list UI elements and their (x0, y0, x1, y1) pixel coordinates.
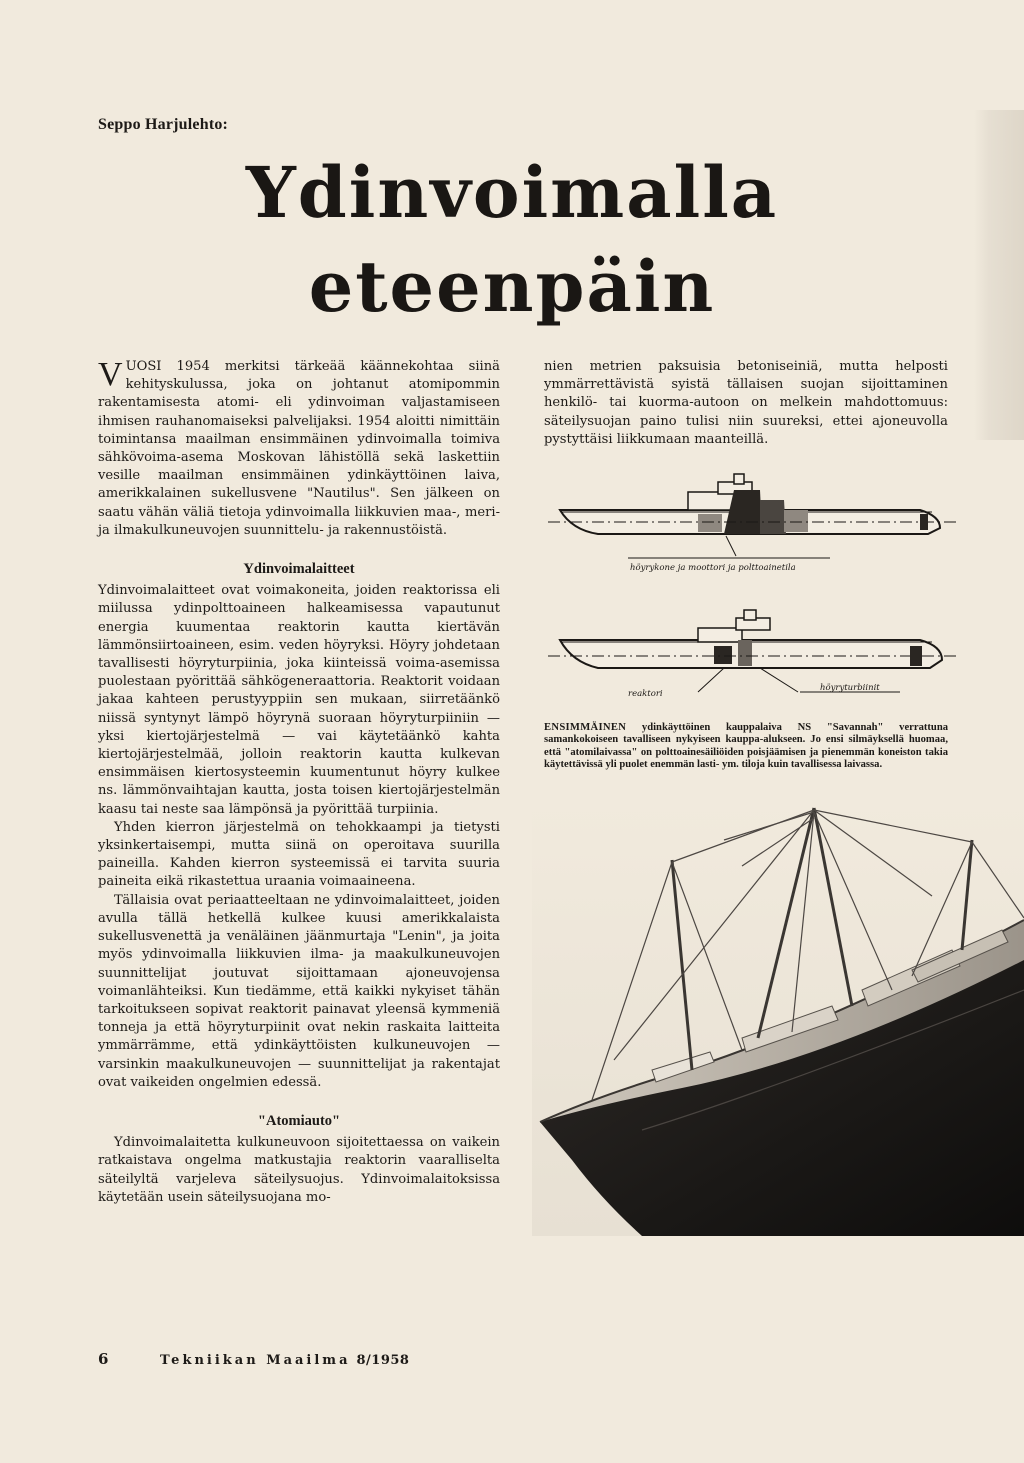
right-column (544, 358, 948, 449)
caption-lead: ENSIMMÄINEN (544, 722, 627, 733)
diagram-label-turbine: höyryturbiinit (820, 683, 880, 693)
page-footer (98, 1350, 409, 1368)
paragraph-2: Ydinvoimalaitteet ovat voimakoneita, joiden reaktorissa eli miilussa ydinpolttoaineen halkeamisessa vapautunut energia kuumentaa reaktorin kautta kiertävän lämmönsiirtoaineen, esim. veden höyryksi. Höyry johdetaan tavallisesti höyryturpiinia, joka kiinteissä voima-asemissa puolestaan pyörittää sähkögeneraattoria. Reaktorit voidaan jakaa kahteen perustyyppiin sen mukaan, siirretäänkö niissä syntynyt lämpö höyrynä suoraan höyryturpiiniin — yksi kiertojärjestelmä — vai käytetäänkö kahta kiertojärjestelmää, jolloin reaktorin kautta kulkevan ensimmäisen kiertosysteemin kuumentunut höyry kulkee ns. lämmönvaihtajan kautta, josta toisen kiertojärjestelmän kaasu tai neste saa lämpönsä ja pyörittää turpiinia. (98, 583, 500, 817)
ship-comparison-diagram (548, 470, 964, 720)
paragraph-4: Tällaisia ovat periaatteeltaan ne ydinvoimalaitteet, joiden avulla tällä hetkellä kulkee kuusi amerikkalaista sukellusvenettä ja venäläinen jäänmurtaja "Lenin", ja joita myös ydinvoimalla liikkuvien ilma- ja maakulkuneuvojen suunnittelijat joutuvat sijoittamaan ajoneuvojensa voimanlähteiksi. Kun tiedämme, että kaikki nykyiset tähän tarkoitukseen sopivat reaktorit painavat yleensä kymmeniä tonneja ja että höyryturpiinit ovat nekin raskaita laitteita ymmärrämme, että ydinkäyttöisten kulkuneuvojen — varsinkin maakulkuneuvojen — suunnittelijat ja rakentajat ovat vaikeiden ongelmien edessä. (98, 892, 500, 1090)
conventional-ship-drawing (548, 474, 960, 573)
diagram-label-reactor: reaktori (628, 689, 663, 699)
paragraph-3: Yhden kierron järjestelmä on tehokkaampi ja tietysti yksinkertaisempi, mutta siinä on operoitava suurilla paineilla. Kahden kierron systeemissä ei tarvita suuria paineita eikä rikastettua uraania voimaaineena. (98, 819, 500, 890)
subheading-ydinvoimalaitteet: Ydinvoimalaitteet (243, 561, 355, 578)
page-number: 6 (98, 1350, 109, 1368)
figure-caption (544, 722, 948, 772)
right-paragraph-1: nien metrien paksuisia betoniseiniä, mutta helposti ymmärrettävistä syistä tällaisen suojan sijoittaminen henkilö- tai kuorma-autoon on melkein mahdottomuus: säteilysuojan paino tulisi niin suureksi, ettei ajoneuvolla pystyttäisi liikkumaan maanteillä. (544, 359, 948, 447)
intro-paragraph (98, 358, 500, 540)
drop-cap: V (98, 356, 123, 393)
headline-line-1: Ydinvoimalla (245, 151, 779, 234)
left-column (98, 358, 500, 1207)
publication-name: Tekniikan Maailma (160, 1353, 351, 1368)
diagram-label-top: höyrykone ja moottori ja polttoainetila (630, 563, 796, 573)
paragraph-5: Ydinvoimalaitetta kulkuneuvoon sijoitettaessa on vaikein ratkaistava ongelma matkustajia reaktorin vaaralliselta säteilyltä varjeleva säteilysuojus. Ydinvoimalaitoksissa käytetään usein säteilysuojana mo- (98, 1135, 500, 1205)
issue-number: 8/1958 (356, 1353, 410, 1368)
subheading-atomiauto: "Atomiauto" (257, 1112, 341, 1129)
atomic-ship-drawing (548, 610, 960, 699)
caption-text: ydinkäyttöinen kauppalaiva NS "Savannah" verrattuna samankokoiseen tavalliseen nykyiseen kauppa-alukseen. Jo ensi silmäyksellä huomaa, että "atomilaivassa" on polttoainesäiliöiden poisjäämisen ja pienemmän koneiston takia käytettävissä yli puolet enemmän lasti- ym. tiloja kuin tavallisessa laivassa. (544, 722, 949, 771)
headline-line-2: eteenpäin (308, 245, 716, 328)
intro-text: UOSI 1954 merkitsi tärkeää käännekohtaa siinä kehityskulussa, joka on johtanut atomipommin rakentamisesta atomi- eli ydinvoiman valjastamiseen ihmisen rauhanomaiseksi palvelijaksi. 1954 aloitti nimittäin toimintansa maailman ensimmäinen ydinvoimalla toimiva sähkövoima-asema Moskovan lähistöllä sekä laskettiin vesille maailman ensimmäinen ydinkäyttöinen laiva, amerikkalainen sukellusvene "Nautilus". Sen jälkeen on saatu vähän väliä tietoja ydinvoimalla liikkuvien maa-, meri- ja ilmakulkuneuvojen suunnittelu- ja rakennustöistä. (98, 359, 500, 538)
ship-model-photo (532, 800, 1024, 1236)
author-byline: Seppo Harjulehto: (98, 116, 229, 133)
